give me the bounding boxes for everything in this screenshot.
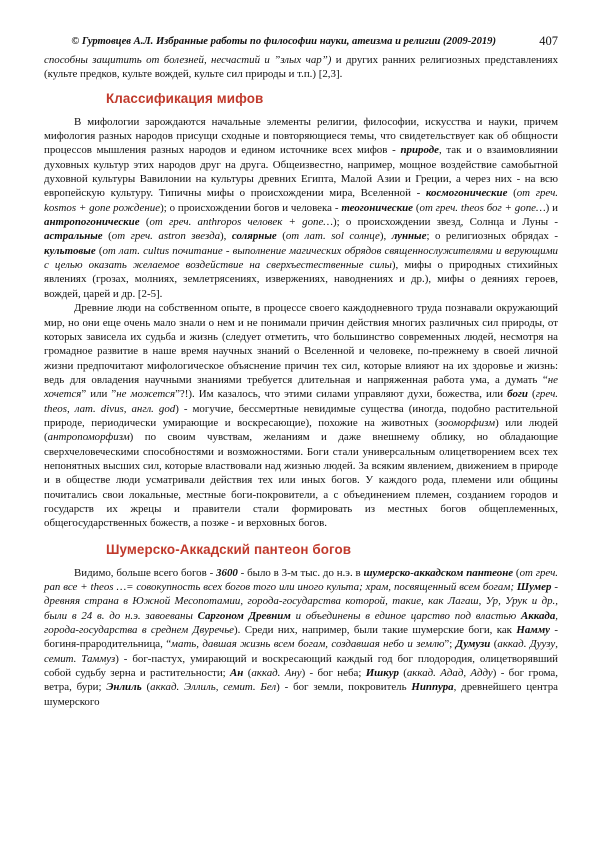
- page-number: 407: [539, 34, 558, 48]
- text-run: ; о религиозных обрядах -: [426, 230, 558, 243]
- section-heading-myth-classification: Классификация мифов: [106, 90, 264, 106]
- term: природе: [400, 144, 439, 157]
- etymology: от греч. anthropos человек + gone…: [149, 216, 333, 229]
- etymology: греч. theos, лат. divus, англ. god: [44, 388, 558, 415]
- place-name: Ниппура: [411, 681, 454, 694]
- emphasis: не можется: [116, 388, 176, 401]
- god-name: Ан: [230, 667, 244, 680]
- text-run: - богиня-прародительница, “: [44, 624, 558, 651]
- quote: мать, давшая жизнь всем богам, создавшая небо и землю: [171, 638, 445, 651]
- text-run: Видимо, больше всего богов -: [74, 566, 217, 579]
- etymology: от лат. cultus почитание - выполнение магических обрядов священнослужителями и верующими с целью оказать желаемое воздействие на сверхъестественные силы: [44, 244, 558, 272]
- running-title: © Гуртовцев А.Л. Избранные работы по философии науки, атеизма и религии (2009-2019): [71, 36, 496, 47]
- text-run: ” или ”: [81, 388, 117, 401]
- etymology: и объединены в единое царство под властью: [290, 609, 521, 622]
- text-run: (: [528, 388, 536, 401]
- text-run: ),: [220, 230, 232, 243]
- term: культовые: [44, 244, 96, 257]
- text-run: ). Среди них, например, были такие шумерские боги, как: [234, 624, 517, 637]
- text-run: ) и: [545, 201, 558, 214]
- etymology: от греч. kosmos + gone рождение: [44, 187, 558, 214]
- text-run: ) - бог грома, ветра, бури;: [44, 667, 558, 694]
- term: антропогонические: [44, 216, 140, 229]
- etymology: от греч. pan все + theos …= совокупность всех богов того или иного культа; храм, посвященный всем богам;: [44, 566, 559, 593]
- text-run: (: [490, 638, 498, 651]
- term: шумерско-аккадском пантеоне: [363, 566, 514, 579]
- text-run: (: [102, 230, 112, 243]
- etymology: аккад. Дуузу: [497, 638, 556, 651]
- text-run: (: [95, 244, 103, 257]
- term: зооморфизм: [438, 416, 496, 429]
- text-run: ),: [379, 230, 392, 243]
- term: астральные: [44, 230, 103, 243]
- emphasis: не хочется: [44, 373, 558, 401]
- paragraph-sumerian-gods: [44, 566, 558, 709]
- text-run: - было в 3-м тыс. до н.э. в: [237, 566, 364, 579]
- text-run: (: [398, 667, 407, 680]
- text-run: (: [141, 681, 151, 694]
- page-header: [44, 34, 558, 50]
- term: Шумер: [516, 581, 552, 593]
- text-run: , древнейшего центра шумерского: [44, 681, 558, 708]
- god-name: Ишкур: [365, 667, 399, 680]
- term: теогонические: [341, 201, 414, 214]
- term: Саргоном Древним: [197, 609, 291, 622]
- etymology: аккад. Эллиль, семит. Бел: [150, 681, 277, 694]
- intro-paragraph: [44, 53, 558, 82]
- god-name: Энлиль: [106, 681, 142, 694]
- text-run: (: [139, 216, 150, 229]
- etymology: от греч. theos бог + gone…: [419, 201, 546, 214]
- text-run: В мифологии зарождаются начальные элементы религии, философии, искусства и науки, причем мифология разных народов присущи сходные и повторяющиеся темы, что свидетельствует как об общности процессов мышления разных народов и едином источнике всех мифов -: [44, 115, 558, 157]
- etymology: аккад. Адад, Адду: [406, 667, 493, 680]
- text-run: (: [513, 566, 520, 579]
- text-run: ) или людей (: [44, 416, 558, 444]
- god-name: Думузи: [455, 638, 491, 651]
- text-run: (: [413, 201, 420, 214]
- etymology: семит. Таммуз: [44, 652, 116, 665]
- text-run: ”?!). Им казалось, что этими силами управляют духи, божества, или: [175, 388, 508, 401]
- term: Аккада: [520, 609, 556, 622]
- text-run: ) - бог земли, покровитель: [276, 681, 412, 694]
- term: антропоморфизм: [47, 431, 130, 444]
- text-run: ”;: [444, 638, 456, 651]
- text-run: и других ранних религиозных представлениях (культе предков, культе вождей, культе сил природы и т.п.) [2,3].: [44, 54, 559, 81]
- paragraph-myth-types: [44, 115, 558, 301]
- text-run: (: [276, 230, 286, 243]
- text-run: способны защитить от болезней, несчастий и ”злых чар”): [44, 54, 332, 66]
- section-heading-sumerian-pantheon: Шумерско-Аккадский пантеон богов: [106, 541, 352, 557]
- god-name: Намму: [516, 624, 551, 637]
- term: лунные: [391, 230, 427, 243]
- etymology: от греч. astron звезда: [111, 230, 221, 243]
- text-run: ); о происхождении богов и человека -: [160, 201, 342, 214]
- text-run: Древние люди на собственном опыте, в процессе своего каждодневного труда познавали окружающий мир, но они еще очень мало знали о нем и не понимали причин действия многих различных сил природы, от которых зависела их судьба и жизнь (следует отметить, что большинство современных людей, несмотря на громадное развитие в наше время научных знаний о Вселенной и человеке, по-прежнему в своей личной жизни предпочитают мифологическое объяснение причин тех сил, которые влияют на их здоровье и жизнь: ведь для овладения научными знаниями требуется длительная и напряженная работа ума, а думать “: [44, 302, 558, 386]
- number: 3600: [216, 566, 238, 579]
- etymology: , города-государства в среднем Двуречье: [44, 609, 559, 637]
- term: космогонические: [425, 187, 508, 200]
- paragraph-gods-origin: [44, 301, 558, 531]
- etymology: - древняя страна в Южной Месопотамии, города-государства которой, такие, как Лагаш, Ур, Урук и др., были в 24 в. до н.э. завоеваны: [44, 581, 558, 622]
- term: боги: [507, 388, 528, 401]
- term: солярные: [231, 230, 277, 243]
- text-run: , так и о взаимовлиянии духовных культур этих народов друг на друга. Общеизвестно, например, мощное воздействие самобытной духовной культуры Вавилонии на культуры древних Египта, Малой Азии и Греции, а через них - на всю европейскую культуру. Типичны мифы о происхождении мира, Вселенной -: [44, 144, 558, 200]
- text-run: ); о происхождении звезд, Солнца и Луны -: [333, 216, 558, 229]
- text-run: ) - бог-пастух, умирающий и воскресающий каждый год бог плодородия, олицетворявший собой судьбу зерна и растительности;: [44, 652, 558, 680]
- text-run: (: [507, 187, 517, 200]
- text-run: ), мифы о природных стихийных явлениях (грозах, молниях, землетрясениях, извержениях, наводнениях и др.), мифы о деяниях героев, вождей, царей и др. [2-5].: [44, 259, 558, 300]
- text-run: ,: [555, 638, 558, 651]
- etymology: аккад. Ану: [251, 667, 302, 680]
- text-run: (: [243, 667, 252, 680]
- text-run: ) - могучие, бессмертные невидимые существа (иногда, подобно растительной природе, периодически умирающие и воскресающие), похожие на животных (: [44, 402, 559, 429]
- text-run: ) - бог неба;: [301, 667, 366, 680]
- text-run: ) по своим чувствам, желаниям и даже внешнему облику, но обладающие сверхчеловеческими способностями и возможностями. Боги стали универсальным олицетворением всех тех непонятных высших сил, которые властвовали над жизнью людей. За всяким явлением, движением в природе и в обществе люди усматривали действия тех или иных богов. У каждого рода, племени или общины почитались свои локальные, местные боги-покровители, а с объединением племен, созданием городов и государств их жрецы и правители стали формировать из местных богов общеплеменных, общегосударственных божеств, а позже - и верховных богов.: [44, 431, 558, 530]
- etymology: от лат. sol солнце: [285, 230, 380, 243]
